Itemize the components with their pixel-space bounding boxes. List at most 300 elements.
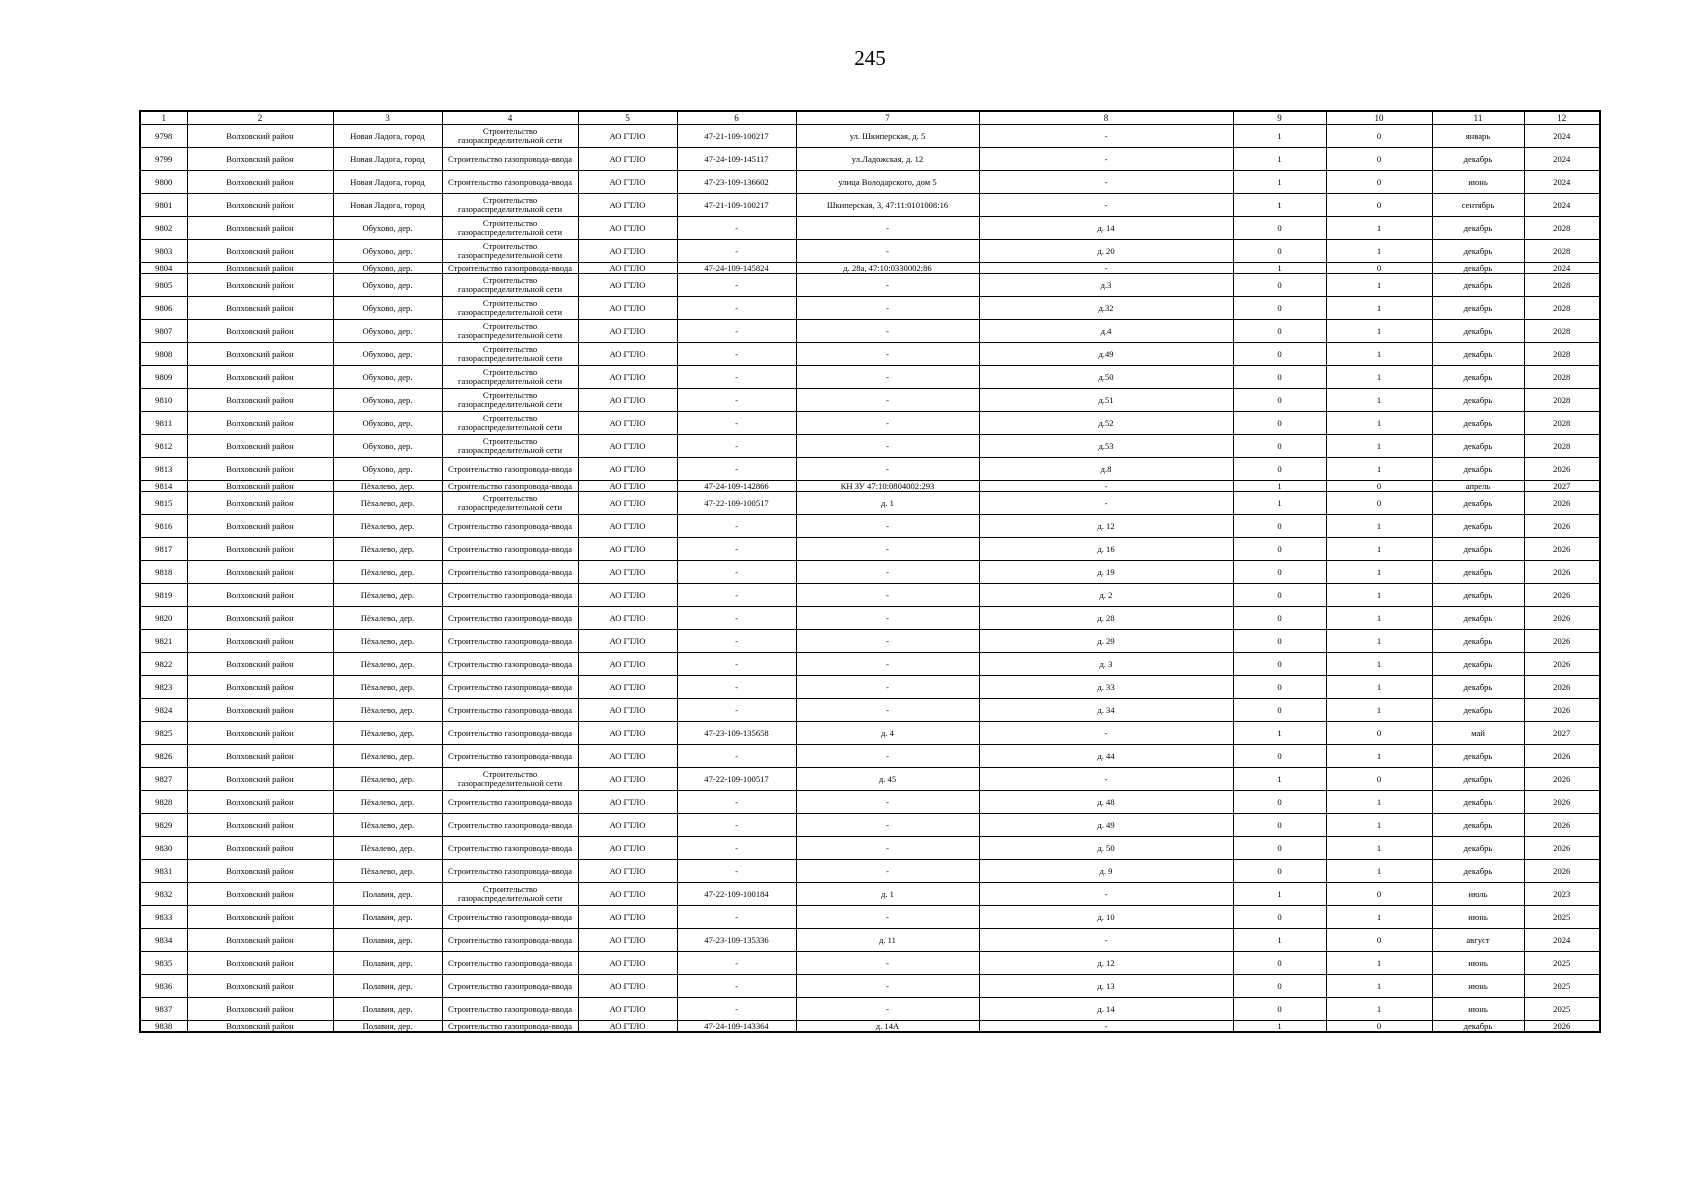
table-cell: декабрь <box>1432 768 1524 791</box>
table-cell: д. 14 <box>979 998 1233 1021</box>
table-cell: Пёхалево, дер. <box>333 676 442 699</box>
table-cell: - <box>677 906 796 929</box>
table-cell: - <box>677 412 796 435</box>
table-cell: 9812 <box>140 435 187 458</box>
table-cell: Волховский район <box>187 366 333 389</box>
table-cell: Волховский район <box>187 837 333 860</box>
column-header: 12 <box>1524 111 1600 125</box>
table-cell: 0 <box>1326 171 1432 194</box>
table-cell: 9804 <box>140 263 187 274</box>
table-cell: 1 <box>1326 584 1432 607</box>
table-row <box>140 389 1600 412</box>
table-cell: Обухово, дер. <box>333 412 442 435</box>
table-cell: Полавия, дер. <box>333 929 442 952</box>
table-cell: - <box>677 538 796 561</box>
table-row <box>140 458 1600 481</box>
table-cell: 2024 <box>1524 148 1600 171</box>
table-cell: - <box>796 584 979 607</box>
table-row <box>140 630 1600 653</box>
table-cell: декабрь <box>1432 389 1524 412</box>
column-header: 11 <box>1432 111 1524 125</box>
table-cell: 9824 <box>140 699 187 722</box>
table-cell: июнь <box>1432 171 1524 194</box>
table-cell: Пёхалево, дер. <box>333 653 442 676</box>
table-cell: 0 <box>1326 148 1432 171</box>
table-cell: 2024 <box>1524 171 1600 194</box>
table-cell: декабрь <box>1432 745 1524 768</box>
table-cell: 2028 <box>1524 366 1600 389</box>
table-cell: декабрь <box>1432 148 1524 171</box>
table-cell: Обухово, дер. <box>333 274 442 297</box>
table-cell: 1 <box>1326 676 1432 699</box>
table-cell: - <box>796 274 979 297</box>
table-cell: ул. Шкиперская, д. 5 <box>796 125 979 148</box>
table-cell: 1 <box>1326 320 1432 343</box>
table-cell: Строительство газопровода-ввода <box>442 1021 578 1033</box>
table-cell: д.53 <box>979 435 1233 458</box>
table-cell: 9813 <box>140 458 187 481</box>
table-cell: Строительство газораспределительной сети <box>442 320 578 343</box>
table-cell: 2026 <box>1524 515 1600 538</box>
table-cell: 47-22-109-100517 <box>677 768 796 791</box>
table-cell: декабрь <box>1432 492 1524 515</box>
table-cell: Строительство газопровода-ввода <box>442 699 578 722</box>
table-cell: 2026 <box>1524 538 1600 561</box>
table-cell: 1 <box>1233 883 1326 906</box>
table-cell: - <box>979 883 1233 906</box>
column-header: 9 <box>1233 111 1326 125</box>
table-cell: - <box>796 975 979 998</box>
table-cell: - <box>979 1021 1233 1033</box>
table-row <box>140 837 1600 860</box>
table-cell: 9805 <box>140 274 187 297</box>
table-cell: Пёхалево, дер. <box>333 791 442 814</box>
table-cell: 0 <box>1326 722 1432 745</box>
table-cell: 2026 <box>1524 1021 1600 1033</box>
table-cell: АО ГТЛО <box>578 791 677 814</box>
table-cell: 0 <box>1233 906 1326 929</box>
table-cell: Волховский район <box>187 263 333 274</box>
table-cell: - <box>796 458 979 481</box>
table-cell: 9821 <box>140 630 187 653</box>
table-cell: Волховский район <box>187 320 333 343</box>
table-cell: 2026 <box>1524 860 1600 883</box>
table-cell: 2024 <box>1524 125 1600 148</box>
table-cell: Обухово, дер. <box>333 389 442 412</box>
table-cell: 47-24-109-142866 <box>677 481 796 492</box>
table-cell: Пёхалево, дер. <box>333 607 442 630</box>
table-header-row <box>140 111 1600 125</box>
table-cell: Строительство газораспределительной сети <box>442 412 578 435</box>
column-header: 8 <box>979 111 1233 125</box>
table-cell: 2026 <box>1524 492 1600 515</box>
table-cell: 1 <box>1326 653 1432 676</box>
table-cell: 2026 <box>1524 814 1600 837</box>
table-cell: - <box>677 217 796 240</box>
table-cell: Строительство газопровода-ввода <box>442 814 578 837</box>
table-cell: - <box>796 906 979 929</box>
table-cell: 9838 <box>140 1021 187 1033</box>
table-cell: 1 <box>1326 906 1432 929</box>
table-cell: АО ГТЛО <box>578 217 677 240</box>
table-cell: 9830 <box>140 837 187 860</box>
table-cell: д. 19 <box>979 561 1233 584</box>
table-cell: АО ГТЛО <box>578 412 677 435</box>
table-cell: д. 1 <box>796 492 979 515</box>
table-cell: 0 <box>1326 194 1432 217</box>
table-cell: Волховский район <box>187 125 333 148</box>
table-row <box>140 607 1600 630</box>
table-cell: декабрь <box>1432 274 1524 297</box>
table-cell: Пёхалево, дер. <box>333 492 442 515</box>
table-cell: Волховский район <box>187 1021 333 1033</box>
table-cell: Полавия, дер. <box>333 906 442 929</box>
table-cell: декабрь <box>1432 263 1524 274</box>
table-cell: - <box>677 607 796 630</box>
table-cell: июнь <box>1432 998 1524 1021</box>
table-cell: Волховский район <box>187 481 333 492</box>
table-row <box>140 194 1600 217</box>
table-cell: 0 <box>1233 699 1326 722</box>
table-cell: 9829 <box>140 814 187 837</box>
table-cell: декабрь <box>1432 561 1524 584</box>
table-row <box>140 274 1600 297</box>
table-cell: май <box>1432 722 1524 745</box>
table-cell: - <box>677 699 796 722</box>
table-cell: - <box>677 998 796 1021</box>
table-cell: Волховский район <box>187 906 333 929</box>
table-cell: АО ГТЛО <box>578 929 677 952</box>
table-cell: 0 <box>1233 975 1326 998</box>
table-cell: 2026 <box>1524 561 1600 584</box>
table-cell: 1 <box>1233 492 1326 515</box>
table-cell: 0 <box>1233 860 1326 883</box>
table-cell: - <box>796 630 979 653</box>
table-cell: - <box>979 929 1233 952</box>
table-cell: 0 <box>1233 676 1326 699</box>
table-cell: Пёхалево, дер. <box>333 745 442 768</box>
page-number: 245 <box>854 46 886 70</box>
table-cell: д. 16 <box>979 538 1233 561</box>
table-cell: АО ГТЛО <box>578 975 677 998</box>
table-cell: 2028 <box>1524 343 1600 366</box>
table-cell: АО ГТЛО <box>578 194 677 217</box>
table-cell: Пёхалево, дер. <box>333 814 442 837</box>
table-cell: 0 <box>1233 389 1326 412</box>
table-cell: 47-24-109-145824 <box>677 263 796 274</box>
table-cell: 0 <box>1233 274 1326 297</box>
table-cell: 9799 <box>140 148 187 171</box>
table-cell: 2026 <box>1524 699 1600 722</box>
table-cell: АО ГТЛО <box>578 389 677 412</box>
table-cell: Волховский район <box>187 929 333 952</box>
table-cell: 9828 <box>140 791 187 814</box>
table-cell: - <box>677 952 796 975</box>
table-cell: 0 <box>1233 791 1326 814</box>
table-cell: 0 <box>1326 929 1432 952</box>
table-cell: Пёхалево, дер. <box>333 538 442 561</box>
table-cell: Волховский район <box>187 584 333 607</box>
table-cell: Новая Ладога, город <box>333 148 442 171</box>
table-cell: - <box>979 722 1233 745</box>
table-cell: Полавия, дер. <box>333 998 442 1021</box>
table-cell: ул.Ладожская, д. 12 <box>796 148 979 171</box>
table-cell: Строительство газопровода-ввода <box>442 906 578 929</box>
table-cell: Обухово, дер. <box>333 458 442 481</box>
table-cell: 2025 <box>1524 906 1600 929</box>
table-cell: 0 <box>1326 263 1432 274</box>
table-cell: 9800 <box>140 171 187 194</box>
table-cell: АО ГТЛО <box>578 171 677 194</box>
table-cell: Пёхалево, дер. <box>333 837 442 860</box>
table-cell: 2028 <box>1524 435 1600 458</box>
table-cell: д. 20 <box>979 240 1233 263</box>
table-cell: 0 <box>1233 435 1326 458</box>
table-cell: АО ГТЛО <box>578 768 677 791</box>
table-cell: 9835 <box>140 952 187 975</box>
table-row <box>140 263 1600 274</box>
table-cell: Строительство газопровода-ввода <box>442 607 578 630</box>
table-cell: сентябрь <box>1432 194 1524 217</box>
table-cell: АО ГТЛО <box>578 883 677 906</box>
table-cell: 1 <box>1326 343 1432 366</box>
table-cell: АО ГТЛО <box>578 148 677 171</box>
table-cell: Строительство газопровода-ввода <box>442 148 578 171</box>
table-cell: д. 14А <box>796 1021 979 1033</box>
table-cell: июнь <box>1432 952 1524 975</box>
table-cell: 2026 <box>1524 745 1600 768</box>
table-cell: Строительство газопровода-ввода <box>442 722 578 745</box>
table-cell: 2026 <box>1524 653 1600 676</box>
table-cell: 0 <box>1233 814 1326 837</box>
table-cell: 2028 <box>1524 297 1600 320</box>
table-cell: Волховский район <box>187 389 333 412</box>
table-cell: 9831 <box>140 860 187 883</box>
table-row <box>140 699 1600 722</box>
table-cell: декабрь <box>1432 699 1524 722</box>
table-cell: 0 <box>1233 998 1326 1021</box>
table-cell: 9806 <box>140 297 187 320</box>
table-cell: Строительство газопровода-ввода <box>442 630 578 653</box>
table-cell: АО ГТЛО <box>578 125 677 148</box>
table-cell: Волховский район <box>187 722 333 745</box>
table-cell: - <box>796 860 979 883</box>
table-cell: декабрь <box>1432 515 1524 538</box>
table-row <box>140 481 1600 492</box>
table-cell: АО ГТЛО <box>578 343 677 366</box>
table-cell: 47-22-109-100184 <box>677 883 796 906</box>
table-cell: д. 11 <box>796 929 979 952</box>
table-cell: Строительство газораспределительной сети <box>442 492 578 515</box>
table-cell: Обухово, дер. <box>333 217 442 240</box>
table-row <box>140 171 1600 194</box>
table-cell: июнь <box>1432 975 1524 998</box>
table-cell: Строительство газопровода-ввода <box>442 538 578 561</box>
table-cell: 2028 <box>1524 320 1600 343</box>
table-cell: - <box>979 768 1233 791</box>
table-cell: Пёхалево, дер. <box>333 860 442 883</box>
table-cell: Строительство газопровода-ввода <box>442 975 578 998</box>
table-cell: - <box>677 389 796 412</box>
table-cell: 2026 <box>1524 607 1600 630</box>
table-cell: 1 <box>1326 538 1432 561</box>
table-cell: - <box>796 343 979 366</box>
table-cell: Волховский район <box>187 171 333 194</box>
table-cell: Волховский район <box>187 814 333 837</box>
table-cell: 1 <box>1326 998 1432 1021</box>
table-cell: Строительство газопровода-ввода <box>442 653 578 676</box>
table-cell: - <box>796 699 979 722</box>
table-cell: д.49 <box>979 343 1233 366</box>
table-cell: 0 <box>1233 630 1326 653</box>
table-cell: АО ГТЛО <box>578 515 677 538</box>
table-row <box>140 929 1600 952</box>
table-cell: Волховский район <box>187 699 333 722</box>
table-cell: Обухово, дер. <box>333 320 442 343</box>
table-cell: д.52 <box>979 412 1233 435</box>
table-cell: август <box>1432 929 1524 952</box>
table-cell: 0 <box>1233 653 1326 676</box>
table-cell: д. 49 <box>979 814 1233 837</box>
table-cell: 1 <box>1233 929 1326 952</box>
table-cell: 0 <box>1326 492 1432 515</box>
table-cell: 9827 <box>140 768 187 791</box>
table-cell: Волховский район <box>187 343 333 366</box>
table-cell: Волховский район <box>187 630 333 653</box>
table-cell: АО ГТЛО <box>578 492 677 515</box>
table-cell: д. 48 <box>979 791 1233 814</box>
table-cell: 2028 <box>1524 274 1600 297</box>
table-cell: 1 <box>1326 975 1432 998</box>
table-cell: Пёхалево, дер. <box>333 584 442 607</box>
table-cell: - <box>796 366 979 389</box>
table-cell: д.8 <box>979 458 1233 481</box>
table-cell: 2026 <box>1524 768 1600 791</box>
table-cell: 9832 <box>140 883 187 906</box>
table-cell: д. 2 <box>979 584 1233 607</box>
table-cell: АО ГТЛО <box>578 860 677 883</box>
table-row <box>140 791 1600 814</box>
table-cell: 9810 <box>140 389 187 412</box>
column-header: 6 <box>677 111 796 125</box>
table-cell: Пёхалево, дер. <box>333 699 442 722</box>
table-cell: Строительство газопровода-ввода <box>442 263 578 274</box>
table-cell: д. 1 <box>796 883 979 906</box>
table-cell: Строительство газопровода-ввода <box>442 584 578 607</box>
table-cell: декабрь <box>1432 584 1524 607</box>
table-cell: д.50 <box>979 366 1233 389</box>
table-cell: 1 <box>1326 561 1432 584</box>
table-cell: 47-24-109-145117 <box>677 148 796 171</box>
table-cell: д. 33 <box>979 676 1233 699</box>
table-cell: 1 <box>1326 217 1432 240</box>
table-cell: Полавия, дер. <box>333 975 442 998</box>
table-cell: 1 <box>1233 125 1326 148</box>
table-cell: АО ГТЛО <box>578 607 677 630</box>
table-cell: 1 <box>1233 768 1326 791</box>
table-cell: 0 <box>1233 343 1326 366</box>
table-cell: 0 <box>1233 412 1326 435</box>
table-cell: д. 4 <box>796 722 979 745</box>
column-header: 2 <box>187 111 333 125</box>
table-cell: Волховский район <box>187 515 333 538</box>
table-cell: 9808 <box>140 343 187 366</box>
table-cell: 1 <box>1326 412 1432 435</box>
table-cell: Пёхалево, дер. <box>333 768 442 791</box>
table-cell: д.4 <box>979 320 1233 343</box>
table-cell: Новая Ладога, город <box>333 194 442 217</box>
table-cell: декабрь <box>1432 630 1524 653</box>
table-cell: 9833 <box>140 906 187 929</box>
table-cell: декабрь <box>1432 217 1524 240</box>
table-cell: Пёхалево, дер. <box>333 561 442 584</box>
table-cell: АО ГТЛО <box>578 584 677 607</box>
table-cell: 2026 <box>1524 584 1600 607</box>
table-cell: - <box>677 584 796 607</box>
table-cell: Волховский район <box>187 883 333 906</box>
table-cell: улица Володарского, дом 5 <box>796 171 979 194</box>
table-cell: 1 <box>1233 148 1326 171</box>
table-row <box>140 860 1600 883</box>
table-cell: АО ГТЛО <box>578 1021 677 1033</box>
table-cell: Обухово, дер. <box>333 343 442 366</box>
table-cell: Волховский район <box>187 975 333 998</box>
table-cell: АО ГТЛО <box>578 240 677 263</box>
table-cell: д.3 <box>979 274 1233 297</box>
table-cell: 2028 <box>1524 412 1600 435</box>
table-cell: 0 <box>1233 837 1326 860</box>
table-row <box>140 745 1600 768</box>
table-row <box>140 297 1600 320</box>
table-cell: - <box>677 515 796 538</box>
table-cell: - <box>677 274 796 297</box>
table-cell: 2024 <box>1524 194 1600 217</box>
table-cell: Волховский район <box>187 240 333 263</box>
table-cell: 9814 <box>140 481 187 492</box>
table-cell: АО ГТЛО <box>578 320 677 343</box>
table-cell: д.32 <box>979 297 1233 320</box>
table-row <box>140 722 1600 745</box>
table-cell: 1 <box>1233 722 1326 745</box>
table-cell: декабрь <box>1432 1021 1524 1033</box>
column-header: 5 <box>578 111 677 125</box>
table-cell: 9822 <box>140 653 187 676</box>
table-cell: 1 <box>1233 171 1326 194</box>
table-cell: АО ГТЛО <box>578 653 677 676</box>
table-cell: декабрь <box>1432 366 1524 389</box>
table-cell: 2028 <box>1524 217 1600 240</box>
table-cell: Строительство газопровода-ввода <box>442 791 578 814</box>
table-cell: Строительство газопровода-ввода <box>442 561 578 584</box>
table-cell: 0 <box>1233 952 1326 975</box>
table-cell: 0 <box>1326 481 1432 492</box>
table-cell: декабрь <box>1432 676 1524 699</box>
table-cell: 1 <box>1326 607 1432 630</box>
table-cell: - <box>979 194 1233 217</box>
table-cell: д. 9 <box>979 860 1233 883</box>
table-cell: 9820 <box>140 607 187 630</box>
table-cell: АО ГТЛО <box>578 561 677 584</box>
table-cell: - <box>677 458 796 481</box>
table-cell: - <box>796 320 979 343</box>
table-cell: 2026 <box>1524 837 1600 860</box>
table-cell: 2026 <box>1524 791 1600 814</box>
table-cell: Пёхалево, дер. <box>333 481 442 492</box>
table-cell: - <box>677 630 796 653</box>
table-cell: декабрь <box>1432 538 1524 561</box>
table-row <box>140 148 1600 171</box>
table-cell: 9798 <box>140 125 187 148</box>
